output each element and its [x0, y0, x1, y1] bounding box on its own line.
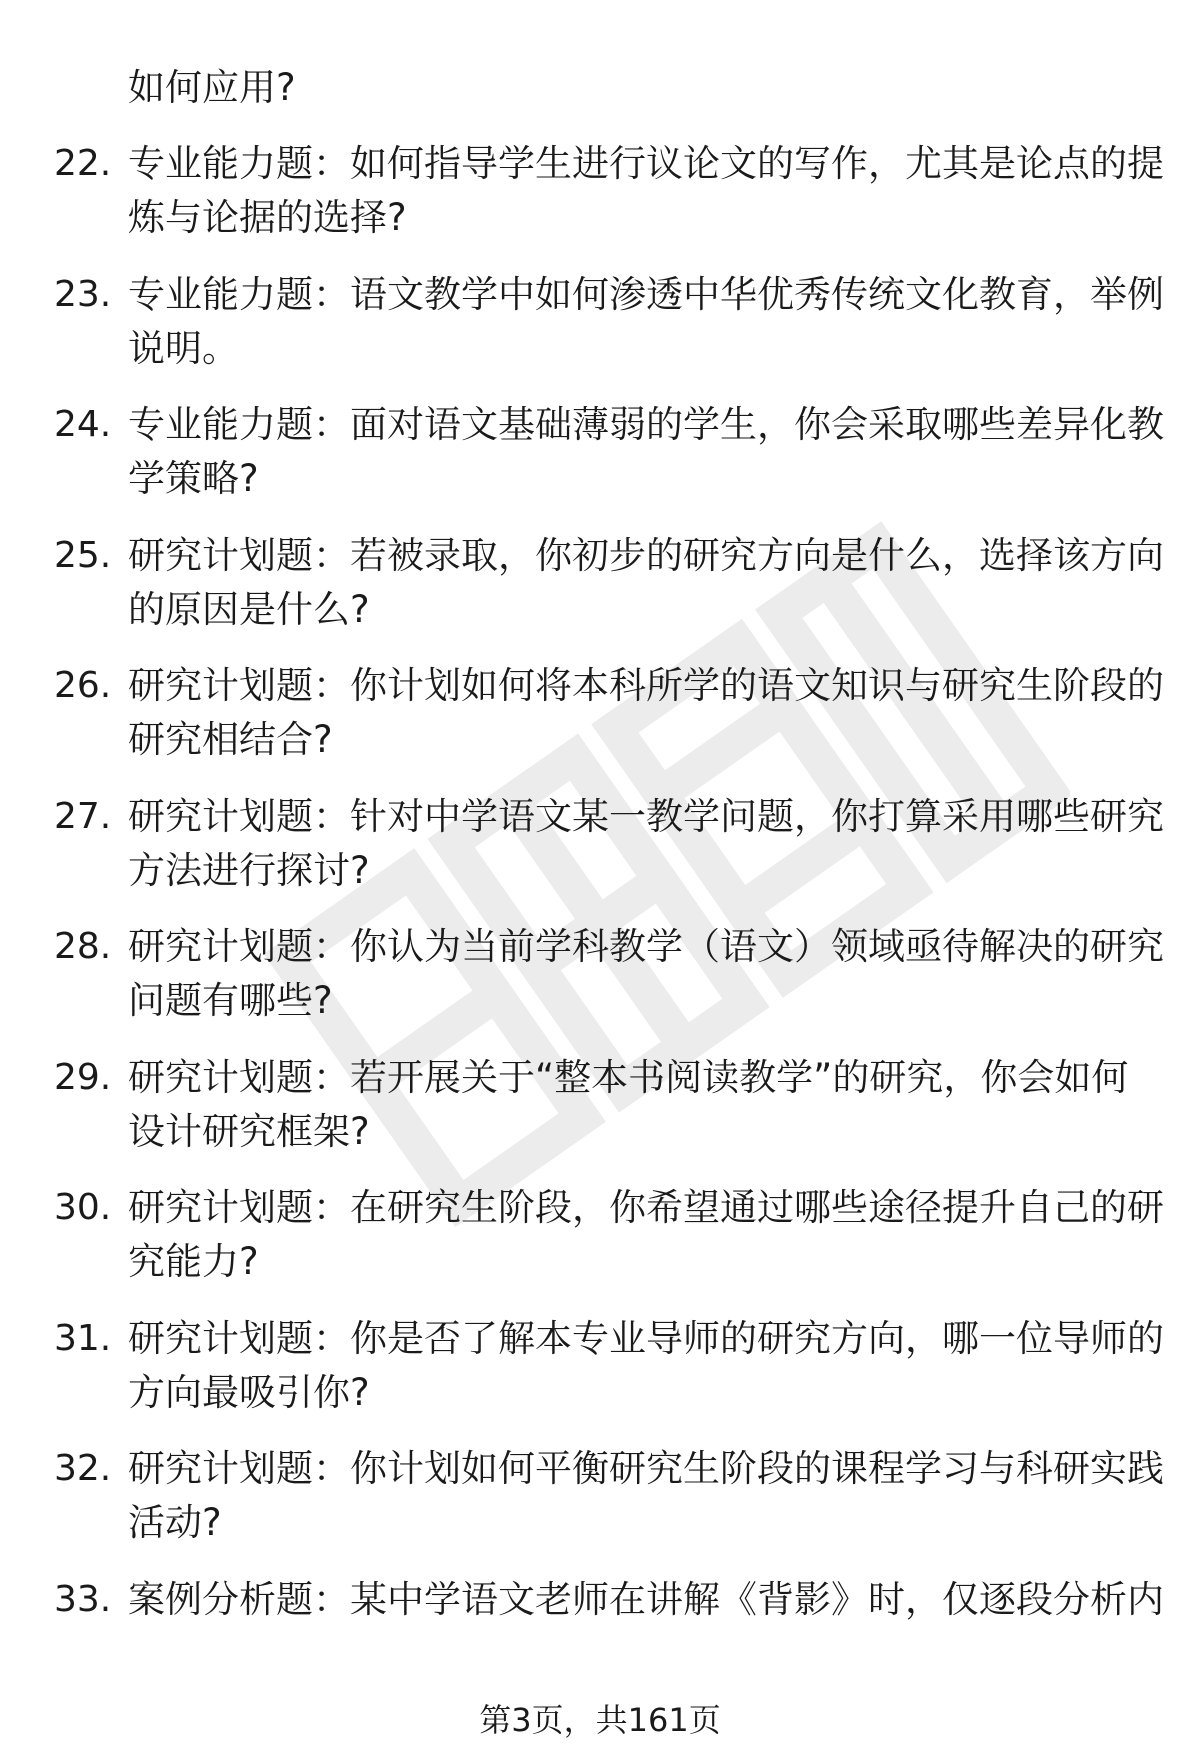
- question-continuation-text: 如何应用?: [128, 66, 296, 109]
- question-text-line: 设计研究框架?: [128, 1109, 370, 1153]
- page-footer: 第3页，共161页: [479, 1701, 721, 1739]
- question-text-line: 究能力?: [128, 1240, 259, 1283]
- question-item: [0, 268, 1200, 399]
- question-text-line: 活动?: [128, 1501, 222, 1544]
- question-text-line: 专业能力题：如何指导学生进行议论文的写作，尤其是论点的提: [128, 142, 1164, 185]
- question-item: [0, 1051, 1200, 1182]
- question-number: 29.: [54, 1056, 112, 1098]
- question-text-line: 研究计划题：在研究生阶段，你希望通过哪些途径提升自己的研: [128, 1186, 1164, 1229]
- question-item: [0, 1573, 1200, 1704]
- question-text-line: 问题有哪些?: [128, 979, 333, 1022]
- question-text-line: 方向最吸引你?: [128, 1370, 370, 1414]
- question-number: 32.: [54, 1448, 112, 1489]
- question-item: [0, 790, 1200, 921]
- question-item: [0, 1312, 1200, 1443]
- question-item: [0, 1181, 1200, 1312]
- question-number: 26.: [54, 665, 112, 706]
- question-text-line: 研究相结合?: [128, 718, 333, 761]
- question-text-line: 学策略?: [128, 457, 259, 500]
- question-number: 24.: [54, 404, 112, 445]
- question-text-line: 研究计划题：针对中学语文某一教学问题，你打算采用哪些研究: [128, 794, 1164, 838]
- question-text-line: 研究计划题：你计划如何将本科所学的语文知识与研究生阶段的: [128, 664, 1164, 707]
- question-text-line: 专业能力题：语文教学中如何渗透中华优秀传统文化教育，举例: [128, 272, 1164, 316]
- question-number: 33.: [54, 1578, 112, 1620]
- question-number: 28.: [54, 926, 112, 967]
- question-text-line: 方法进行探讨?: [128, 848, 370, 892]
- question-text-line: 研究计划题：你是否了解本专业导师的研究方向，哪一位导师的: [128, 1316, 1164, 1360]
- question-number: 30.: [54, 1187, 112, 1228]
- question-number: 22.: [54, 143, 112, 184]
- question-item: [0, 1442, 1200, 1573]
- question-number: 31.: [54, 1317, 112, 1359]
- question-text-line: 研究计划题：若被录取，你初步的研究方向是什么，选择该方向: [128, 533, 1164, 577]
- question-item: [0, 137, 1200, 268]
- question-text-line: 研究计划题：你计划如何平衡研究生阶段的课程学习与科研实践: [128, 1447, 1164, 1490]
- question-text-line: 的原因是什么?: [128, 587, 370, 631]
- question-text-line: 炼与论据的选择?: [128, 196, 407, 239]
- question-item: [0, 659, 1200, 790]
- question-text-line: 研究计划题：你认为当前学科教学（语文）领域亟待解决的研究: [128, 925, 1164, 968]
- question-item: [0, 398, 1200, 529]
- question-item: [0, 529, 1200, 660]
- question-number: 27.: [54, 795, 112, 837]
- question-item: [0, 920, 1200, 1051]
- question-text-line: 案例分析题：某中学语文老师在讲解《背影》时，仅逐段分析内: [128, 1577, 1164, 1621]
- question-text-line: 专业能力题：面对语文基础薄弱的学生，你会采取哪些差异化教: [128, 403, 1164, 446]
- question-text-line: 研究计划题：若开展关于“整本书阅读教学”的研究，你会如何: [128, 1055, 1129, 1099]
- question-text-line: 说明。: [128, 326, 239, 370]
- question-number: 23.: [54, 273, 112, 315]
- question-number: 25.: [54, 534, 112, 576]
- question-list: [0, 137, 1200, 1703]
